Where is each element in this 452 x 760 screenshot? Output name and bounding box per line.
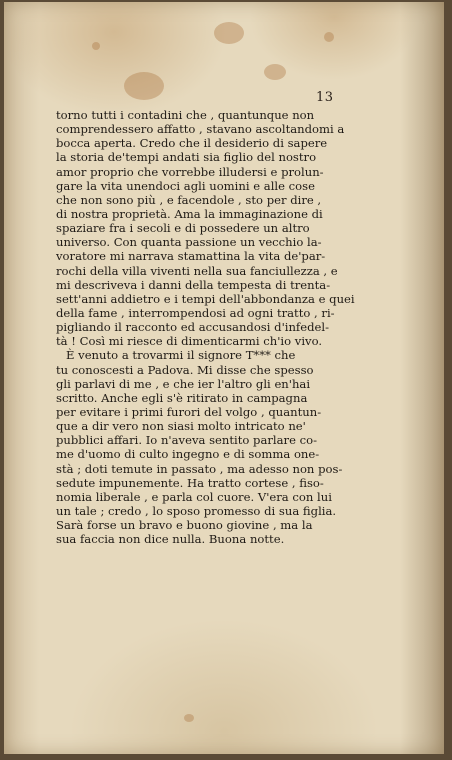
text-line: mi descriveva i danni della tempesta di trenta-	[56, 277, 331, 292]
text-line: voratore mi narrava stamattina la vita de'par-	[56, 249, 326, 264]
paragraph-start-line: È venuto a trovarmi il signore T*** che	[66, 348, 296, 363]
text-line: tà ! Così mi riesce di dimenticarmi ch'io vivo.	[56, 334, 323, 349]
text-line: tu conoscesti a Padova. Mi disse che spesso	[56, 362, 314, 377]
text-line: spaziare fra i secoli e di possedere un altro	[56, 221, 310, 236]
text-line: me d'uomo di culto ingegno e di somma one-	[56, 447, 320, 462]
text-line: amor proprio che vorrebbe illudersi e prolun-	[56, 164, 324, 179]
text-line: gli parlavi di me , e che ier l'altro gli en'hai	[56, 376, 311, 391]
text-line: gare la vita unendoci agli uomini e alle cose	[56, 178, 315, 193]
text-line: scritto. Anche egli s'è ritirato in campagna	[56, 390, 308, 405]
text-line: rochi della villa viventi nella sua fanciullezza , e	[56, 263, 338, 278]
foxing-stain	[124, 72, 164, 100]
text-line: universo. Con quanta passione un vecchio la-	[56, 235, 322, 250]
text-line: nomia liberale , e parla col cuore. V'era con lui	[56, 489, 332, 504]
foxing-stain	[92, 42, 100, 50]
book-page	[4, 2, 444, 754]
text-line: sua faccia non dice nulla. Buona notte.	[56, 532, 285, 547]
text-line: la storia de'tempi andati sia figlio del nostro	[56, 150, 317, 165]
foxing-stain	[324, 32, 334, 42]
text-line: Sarà forse un bravo e buono giovine , ma la	[56, 518, 313, 533]
body-text	[56, 108, 356, 546]
text-line: un tale ; credo , lo sposo promesso di sua figlia.	[56, 503, 337, 518]
text-line: que a dir vero non siasi molto intricato ne'	[56, 419, 306, 434]
text-line: comprendessero affatto , stavano ascoltandomi a	[56, 122, 345, 137]
foxing-stain	[214, 22, 244, 44]
text-line: pubblici affari. Io n'aveva sentito parlare co-	[56, 433, 318, 448]
text-line: pigliando il racconto ed accusandosi d'infedel-	[56, 320, 329, 335]
text-line: di nostra proprietà. Ama la immaginazione di	[56, 206, 323, 221]
foxing-stain	[264, 64, 286, 80]
text-line: per evitare i primi furori del volgo , quantun-	[56, 404, 322, 419]
text-line: sedute impunemente. Ha tratto cortese , fiso-	[56, 475, 324, 490]
foxing-stain	[184, 714, 194, 722]
text-line: sett'anni addietro e i tempi dell'abbondanza e quei	[56, 291, 355, 306]
text-line: stà ; doti temute in passato , ma adesso non pos-	[56, 461, 343, 476]
text-line: che non sono più , e facendole , sto per dire ,	[56, 192, 322, 207]
text-line: bocca aperta. Credo che il desiderio di sapere	[56, 136, 328, 151]
text-line: della fame , interrompendosi ad ogni tratto , ri-	[56, 305, 335, 320]
text-line: torno tutti i contadini che , quantunque non	[56, 108, 315, 122]
page-number: 13	[316, 90, 334, 105]
